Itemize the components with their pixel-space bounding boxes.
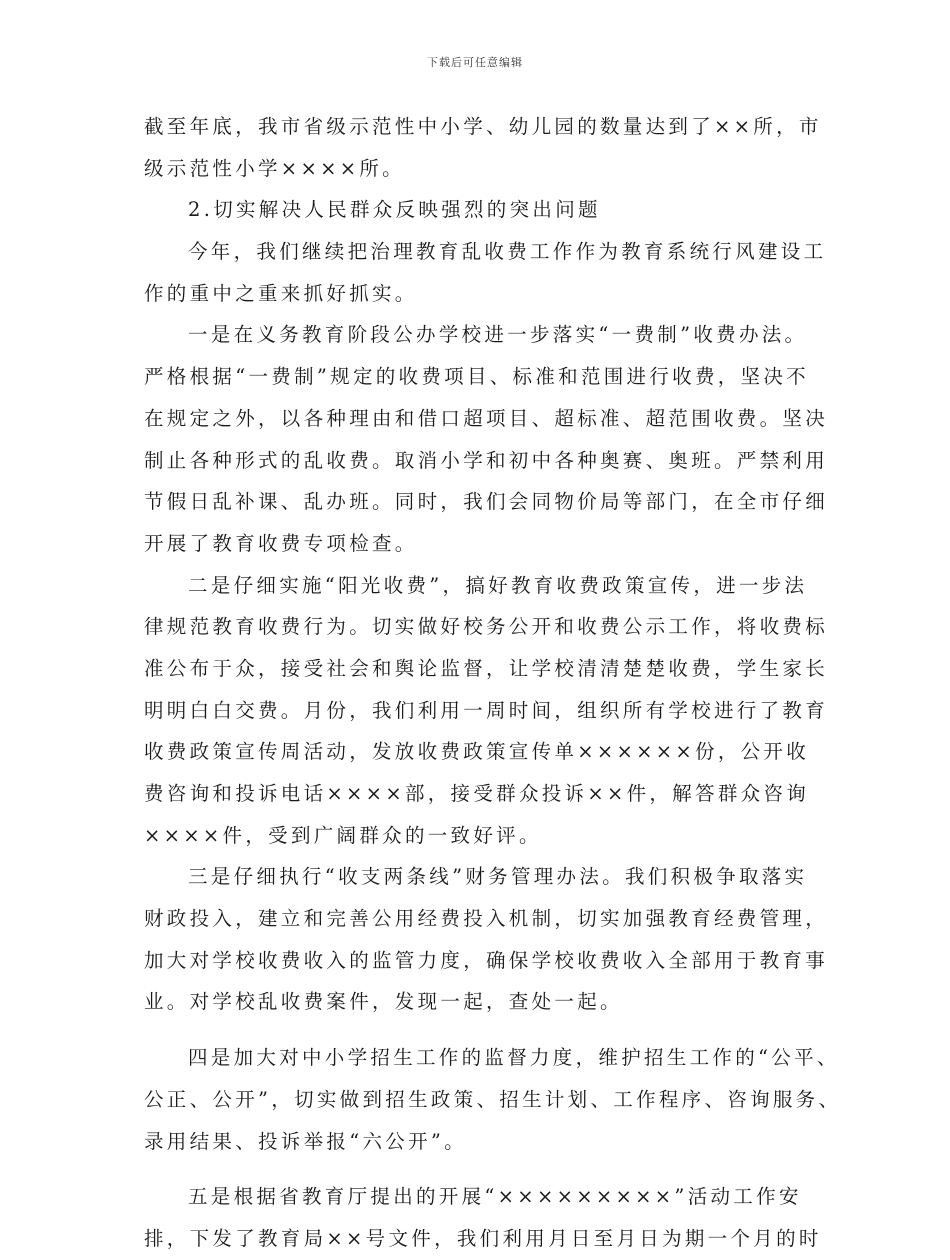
text-line: 排，下发了教育局××号文件，我们利用月日至月日为期一个月的时: [144, 1226, 822, 1250]
text-line: 三是仔细执行“收支两条线”财务管理办法。我们积极争取落实: [188, 865, 808, 889]
text-line: 明明白白交费。月份，我们利用一周时间，组织所有学校进行了教育: [144, 698, 829, 722]
text-line: 开展了教育收费专项检查。: [144, 531, 418, 555]
text-line: 在规定之外，以各种理由和借口超项目、超标准、超范围收费。坚决: [144, 406, 829, 430]
section-heading: 2.切实解决人民群众反映强烈的突出问题: [188, 198, 601, 222]
text-line: 准公布于众，接受社会和舆论监督，让学校清清楚楚收费，学生家长: [144, 656, 829, 680]
text-line: 节假日乱补课、乱办班。同时，我们会同物价局等部门，在全市仔细: [144, 490, 829, 514]
paragraph-gap: [144, 1023, 809, 1037]
text-line: 一是在义务教育阶段公办学校进一步落实“一费制”收费办法。: [188, 323, 808, 347]
text-line: 二是仔细实施“阳光收费”，搞好教育收费政策宣传，进一步法: [188, 573, 808, 597]
paragraph-gap: [144, 1162, 809, 1176]
text-line: 业。对学校乱收费案件，发现一起，查处一起。: [144, 990, 623, 1014]
text-line: 级示范性小学××××所。: [144, 156, 405, 180]
page-header: 下载后可任意编辑: [427, 56, 523, 69]
text-line: ××××件，受到广阔群众的一致好评。: [144, 823, 542, 847]
text-line: 财政投入，建立和完善公用经费投入机制，切实加强教育经费管理，: [144, 907, 829, 931]
text-line: 律规范教育收费行为。切实做好校务公开和收费公示工作，将收费标: [144, 615, 829, 639]
text-line: 四是加大对中小学招生工作的监督力度，维护招生工作的“公平、: [188, 1046, 840, 1070]
text-line: 严格根据“一费制”规定的收费项目、标准和范围进行收费，坚决不: [144, 365, 809, 389]
text-line: 截至年底，我市省级示范性中小学、幼儿园的数量达到了××所，市: [144, 115, 822, 138]
text-line: 作的重中之重来抓好抓实。: [144, 281, 418, 305]
document-body: [144, 106, 842, 1260]
text-line: 加大对学校收费收入的监管力度，确保学校收费收入全部用于教育事: [144, 948, 829, 972]
text-line: 公正、公开”，切实做到招生政策、招生计划、工作程序、咨询服务、: [144, 1087, 842, 1111]
text-line: 今年，我们继续把治理教育乱收费工作作为教育系统行风建设工: [188, 240, 827, 264]
text-line: 制止各种形式的乱收费。取消小学和初中各种奥赛、奥班。严禁利用: [144, 448, 829, 472]
text-line: 费咨询和投诉电话××××部，接受群众投诉××件，解答群众咨询: [144, 782, 810, 805]
text-line: 五是根据省教育厅提出的开展“×××××××××”活动工作安: [188, 1185, 802, 1209]
text-line: 收费政策宣传周活动，发放收费政策宣传单××××××份，公开收: [144, 740, 810, 764]
text-line: 录用结果、投诉举报“六公开”。: [144, 1129, 467, 1153]
